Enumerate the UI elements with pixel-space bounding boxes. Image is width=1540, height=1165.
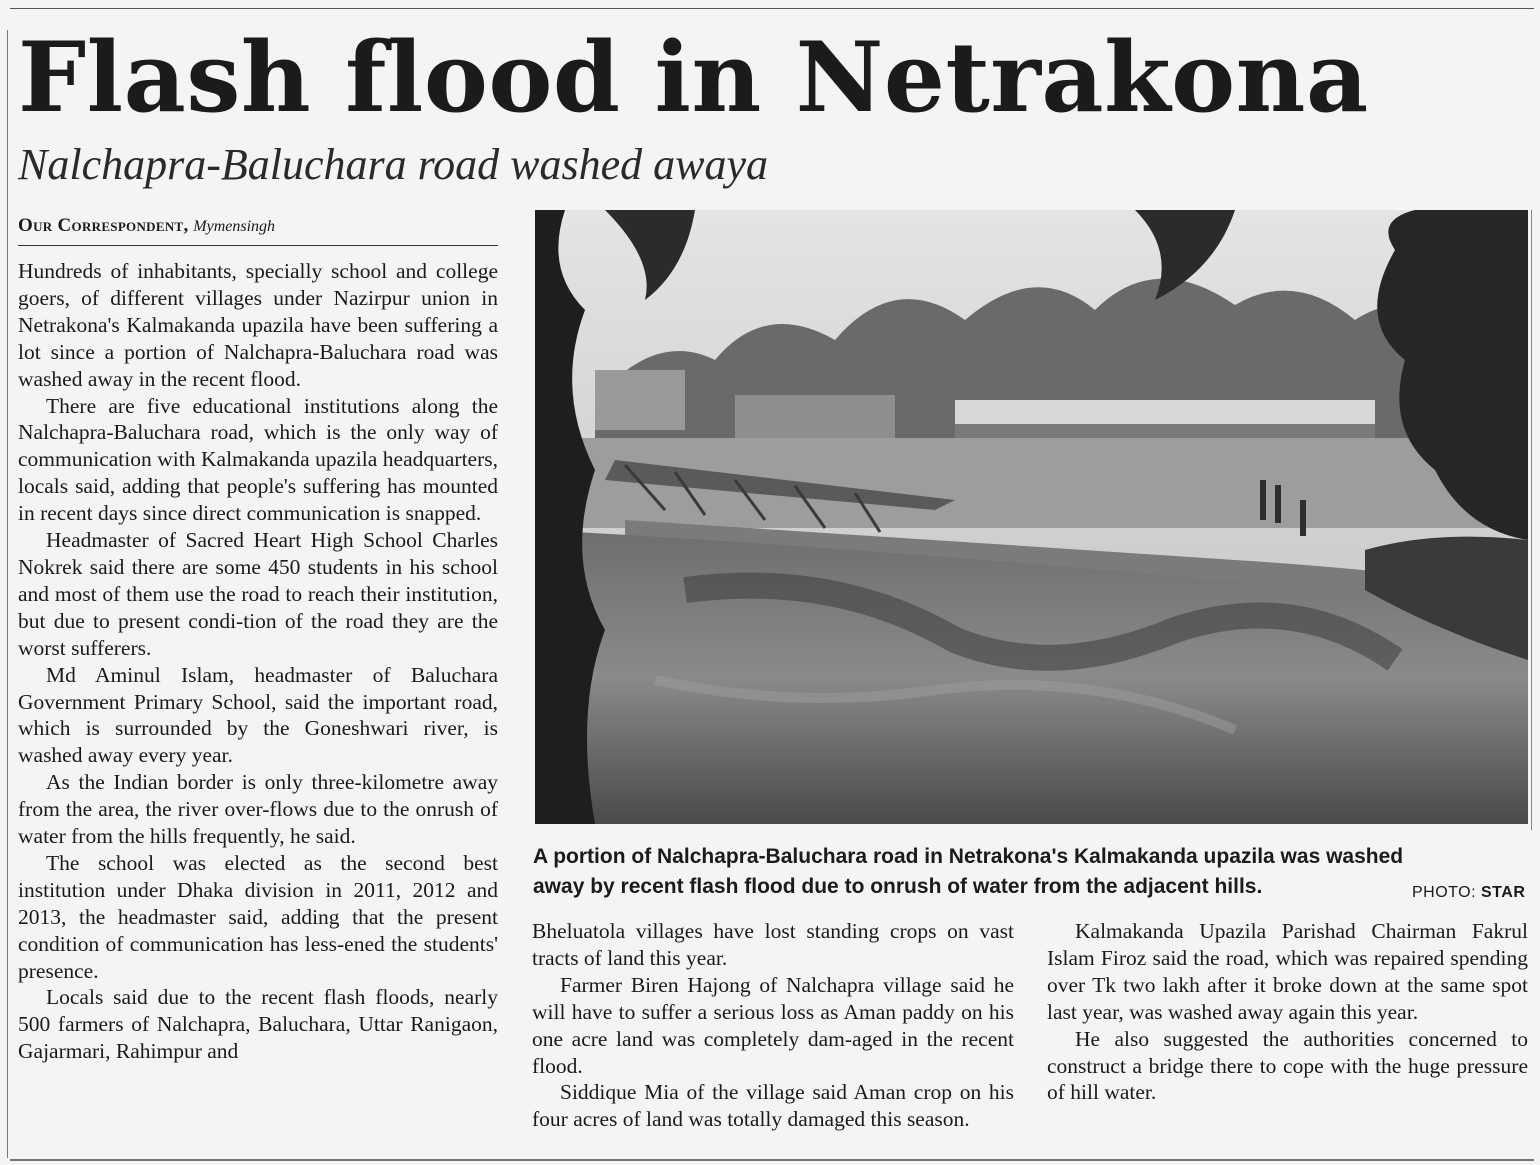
photo-credit-source: STAR (1481, 884, 1526, 901)
photo-credit-label: PHOTO: (1412, 884, 1477, 901)
paragraph: He also suggested the authorities concerned to construct a bridge there to cope with the huge pressure of hill water. (1047, 1026, 1528, 1105)
paragraph: Siddique Mia of the village said Aman crop on his four acres of land was totally damaged this season. (532, 1080, 1014, 1132)
top-rule (10, 8, 1534, 9)
article-column-2 (532, 918, 1014, 1133)
paragraph: Hundreds of inhabitants, specially school and college goers, of different villages under Nazirpur union in Netrakona's Kalmakanda upazila have been suffering a lot since a portion of Nalchapra-Baluchara road was washed away in the recent flood. (18, 259, 498, 391)
paragraph: The school was elected as the second best institution under Dhaka division in 2011, 2012 and 2013, the headmaster said, adding that the present condition of communication has less-ened the students' presence. (18, 850, 498, 983)
left-rule (7, 30, 8, 1158)
flood-photo (535, 210, 1528, 824)
paragraph: Kalmakanda Upazila Parishad Chairman Fakrul Islam Firoz said the road, which was repaired spending over Tk two lakh after it broke down at the same spot last year, was washed away again this year. (1047, 919, 1528, 1024)
paragraph: Farmer Biren Hajong of Nalchapra village said he will have to suffer a serious loss as Aman paddy on his one acre land was completely dam-aged in the recent flood. (532, 972, 1014, 1078)
paragraph: Locals said due to the recent flash floods, nearly 500 farmers of Nalchapra, Baluchara, Uttar Ranigaon, Gajarmari, Rahimpur and (18, 985, 498, 1064)
byline (18, 212, 498, 246)
paragraph: As the Indian border is only three-kilometre away from the area, the river over-flows due to the onrush of water from the hills frequently, he said. (18, 770, 498, 849)
paragraph: There are five educational institutions along the Nalchapra-Baluchara road, which is the only way of communication with Kalmakanda upazila headquarters, locals said, adding that people's suffering has mounted in recent days since direct communication is snapped. (18, 393, 498, 526)
paragraph: Bheluatola villages have lost standing crops on vast tracts of land this year. (532, 919, 1014, 970)
photo-caption: A portion of Nalchapra-Baluchara road in Netrakona's Kalmakanda upazila was washed away by recent flash flood due to onrush of water from the adjacent hills. (533, 845, 1404, 898)
article-column-3 (1047, 918, 1528, 1106)
headline: Flash flood in Netrakona (18, 21, 1369, 134)
right-rule (1531, 210, 1532, 830)
byline-location: Mymensingh (193, 218, 276, 235)
paragraph: Md Aminul Islam, headmaster of Baluchara Government Primary School, said the important road, which is surrounded by the Goneshwari river, is washed away every year. (18, 662, 498, 768)
flood-photo-illustration (535, 210, 1528, 824)
photo-credit (1412, 884, 1525, 902)
article-column-1 (18, 258, 498, 1065)
bottom-rule (10, 1159, 1534, 1161)
byline-correspondent: Our Correspondent, (18, 215, 189, 236)
subheadline: Nalchapra-Baluchara road washed awaya (18, 140, 768, 189)
paragraph: Headmaster of Sacred Heart High School Charles Nokrek said there are some 450 students in his school and most of them use the road to reach their institution, but due to present condi-tion of the road they are the worst sufferers. (18, 528, 498, 660)
